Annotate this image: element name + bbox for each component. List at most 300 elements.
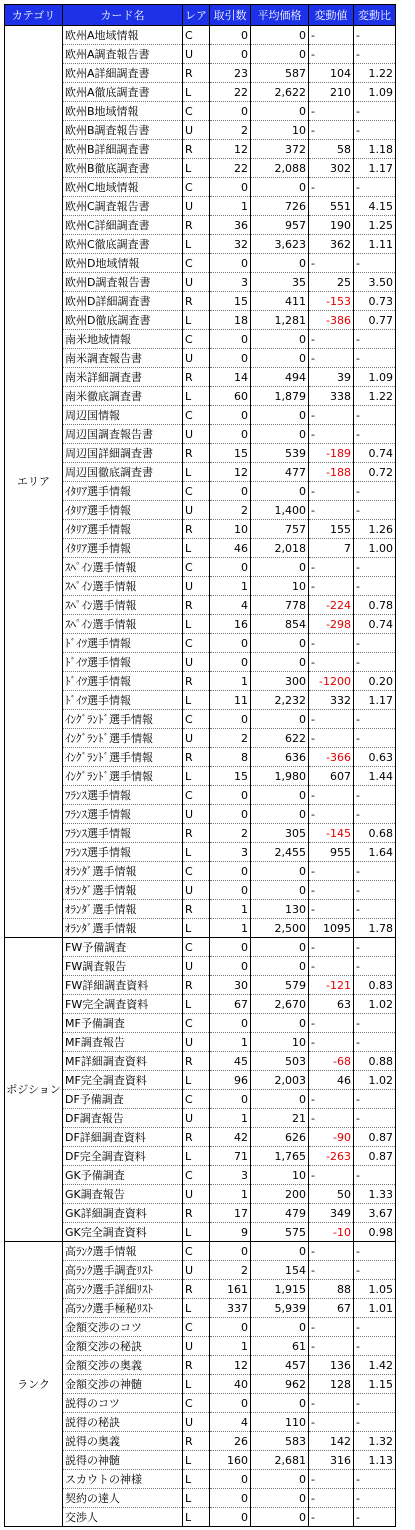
- change-value-cell[interactable]: -: [309, 862, 354, 881]
- change-value-cell[interactable]: -298: [309, 615, 354, 634]
- card-name-cell[interactable]: FW完全調査資料: [63, 995, 183, 1014]
- change-value-cell[interactable]: 551: [309, 197, 354, 216]
- average-price-cell[interactable]: 2,088: [251, 159, 309, 178]
- change-ratio-cell[interactable]: -: [354, 254, 396, 273]
- change-value-cell[interactable]: 46: [309, 1071, 354, 1090]
- trade-count-cell[interactable]: 4: [210, 1413, 251, 1432]
- card-name-cell[interactable]: ｵﾗﾝﾀﾞ選手情報: [63, 900, 183, 919]
- change-value-cell[interactable]: 362: [309, 235, 354, 254]
- rarity-cell[interactable]: L: [183, 1147, 210, 1166]
- rarity-cell[interactable]: C: [183, 558, 210, 577]
- trade-count-cell[interactable]: 12: [210, 463, 251, 482]
- change-value-cell[interactable]: -: [309, 254, 354, 273]
- rarity-cell[interactable]: U: [183, 1413, 210, 1432]
- change-value-cell[interactable]: -: [309, 805, 354, 824]
- trade-count-cell[interactable]: 0: [210, 938, 251, 957]
- change-value-cell[interactable]: -: [309, 1261, 354, 1280]
- average-price-cell[interactable]: 0: [251, 1242, 309, 1261]
- change-ratio-cell[interactable]: -: [354, 1242, 396, 1261]
- trade-count-cell[interactable]: 4: [210, 596, 251, 615]
- average-price-cell[interactable]: 0: [251, 1394, 309, 1413]
- change-value-cell[interactable]: 316: [309, 1451, 354, 1470]
- card-name-cell[interactable]: 南米詳細調査書: [63, 368, 183, 387]
- trade-count-cell[interactable]: 0: [210, 1090, 251, 1109]
- trade-count-cell[interactable]: 0: [210, 1394, 251, 1413]
- change-value-cell[interactable]: 67: [309, 1299, 354, 1318]
- card-name-cell[interactable]: 欧州D詳細調査書: [63, 292, 183, 311]
- card-name-cell[interactable]: ｵﾗﾝﾀﾞ選手情報: [63, 881, 183, 900]
- rarity-cell[interactable]: L: [183, 615, 210, 634]
- rarity-cell[interactable]: C: [183, 710, 210, 729]
- change-value-cell[interactable]: -153: [309, 292, 354, 311]
- change-ratio-cell[interactable]: -: [354, 862, 396, 881]
- rarity-cell[interactable]: L: [183, 1508, 210, 1527]
- trade-count-cell[interactable]: 160: [210, 1451, 251, 1470]
- trade-count-cell[interactable]: 1: [210, 197, 251, 216]
- card-name-cell[interactable]: ｲﾝｸﾞﾗﾝﾄﾞ選手情報: [63, 710, 183, 729]
- change-ratio-cell[interactable]: 1.33: [354, 1185, 396, 1204]
- card-name-cell[interactable]: ﾌﾗﾝｽ選手情報: [63, 786, 183, 805]
- card-name-cell[interactable]: 周辺国詳細調査書: [63, 444, 183, 463]
- average-price-cell[interactable]: 477: [251, 463, 309, 482]
- card-name-cell[interactable]: ｲﾀﾘｱ選手情報: [63, 482, 183, 501]
- average-price-cell[interactable]: 0: [251, 634, 309, 653]
- card-name-cell[interactable]: ｲﾀﾘｱ選手情報: [63, 539, 183, 558]
- card-name-cell[interactable]: 欧州D地域情報: [63, 254, 183, 273]
- rarity-cell[interactable]: R: [183, 900, 210, 919]
- card-name-cell[interactable]: ｽﾍﾟｲﾝ選手情報: [63, 558, 183, 577]
- change-ratio-cell[interactable]: 1.02: [354, 1071, 396, 1090]
- trade-count-cell[interactable]: 0: [210, 957, 251, 976]
- change-value-cell[interactable]: -: [309, 1242, 354, 1261]
- trade-count-cell[interactable]: 0: [210, 881, 251, 900]
- trade-count-cell[interactable]: 0: [210, 558, 251, 577]
- average-price-cell[interactable]: 10: [251, 577, 309, 596]
- average-price-cell[interactable]: 21: [251, 1109, 309, 1128]
- card-name-cell[interactable]: 周辺国調査報告書: [63, 425, 183, 444]
- change-value-cell[interactable]: -: [309, 330, 354, 349]
- card-name-cell[interactable]: GK調査報告: [63, 1185, 183, 1204]
- change-ratio-cell[interactable]: -: [354, 1337, 396, 1356]
- change-value-cell[interactable]: -: [309, 1470, 354, 1489]
- rarity-cell[interactable]: C: [183, 1318, 210, 1337]
- trade-count-cell[interactable]: 0: [210, 1489, 251, 1508]
- average-price-cell[interactable]: 587: [251, 64, 309, 83]
- change-value-cell[interactable]: -: [309, 1166, 354, 1185]
- change-value-cell[interactable]: -: [309, 26, 354, 45]
- rarity-cell[interactable]: C: [183, 26, 210, 45]
- trade-count-cell[interactable]: 18: [210, 311, 251, 330]
- change-value-cell[interactable]: -: [309, 45, 354, 64]
- rarity-cell[interactable]: U: [183, 45, 210, 64]
- average-price-cell[interactable]: 1,980: [251, 767, 309, 786]
- trade-count-cell[interactable]: 1: [210, 919, 251, 938]
- change-ratio-cell[interactable]: 1.32: [354, 1432, 396, 1451]
- trade-count-cell[interactable]: 1: [210, 1109, 251, 1128]
- average-price-cell[interactable]: 2,455: [251, 843, 309, 862]
- trade-count-cell[interactable]: 0: [210, 1470, 251, 1489]
- rarity-cell[interactable]: R: [183, 1052, 210, 1071]
- change-ratio-cell[interactable]: -: [354, 1318, 396, 1337]
- card-name-cell[interactable]: DF調査報告: [63, 1109, 183, 1128]
- rarity-cell[interactable]: L: [183, 691, 210, 710]
- card-name-cell[interactable]: DF完全調査資料: [63, 1147, 183, 1166]
- change-value-cell[interactable]: -68: [309, 1052, 354, 1071]
- card-name-cell[interactable]: 説得の奥義: [63, 1432, 183, 1451]
- trade-count-cell[interactable]: 30: [210, 976, 251, 995]
- change-ratio-cell[interactable]: 1.22: [354, 64, 396, 83]
- average-price-cell[interactable]: 0: [251, 406, 309, 425]
- card-name-cell[interactable]: MF完全調査資料: [63, 1071, 183, 1090]
- change-ratio-cell[interactable]: -: [354, 1413, 396, 1432]
- card-name-cell[interactable]: ｽﾍﾟｲﾝ選手情報: [63, 615, 183, 634]
- rarity-cell[interactable]: R: [183, 672, 210, 691]
- change-value-cell[interactable]: -: [309, 1033, 354, 1052]
- average-price-cell[interactable]: 0: [251, 178, 309, 197]
- change-value-cell[interactable]: -: [309, 653, 354, 672]
- change-ratio-cell[interactable]: -: [354, 1261, 396, 1280]
- card-name-cell[interactable]: 欧州A調査報告書: [63, 45, 183, 64]
- change-ratio-cell[interactable]: -: [354, 938, 396, 957]
- change-value-cell[interactable]: 155: [309, 520, 354, 539]
- rarity-cell[interactable]: R: [183, 216, 210, 235]
- rarity-cell[interactable]: U: [183, 729, 210, 748]
- rarity-cell[interactable]: U: [183, 501, 210, 520]
- trade-count-cell[interactable]: 1: [210, 1185, 251, 1204]
- header-rarity[interactable]: レア: [183, 5, 210, 26]
- average-price-cell[interactable]: 0: [251, 1508, 309, 1527]
- change-ratio-cell[interactable]: 1.25: [354, 216, 396, 235]
- change-ratio-cell[interactable]: -: [354, 349, 396, 368]
- rarity-cell[interactable]: U: [183, 1261, 210, 1280]
- card-name-cell[interactable]: ｲﾝｸﾞﾗﾝﾄﾞ選手情報: [63, 729, 183, 748]
- change-value-cell[interactable]: -: [309, 1394, 354, 1413]
- trade-count-cell[interactable]: 15: [210, 444, 251, 463]
- change-ratio-cell[interactable]: 1.05: [354, 1280, 396, 1299]
- card-name-cell[interactable]: ﾄﾞｲﾂ選手情報: [63, 634, 183, 653]
- change-ratio-cell[interactable]: -: [354, 786, 396, 805]
- rarity-cell[interactable]: R: [183, 1128, 210, 1147]
- card-name-cell[interactable]: 欧州D徹底調査書: [63, 311, 183, 330]
- rarity-cell[interactable]: L: [183, 83, 210, 102]
- change-ratio-cell[interactable]: 0.74: [354, 615, 396, 634]
- average-price-cell[interactable]: 0: [251, 45, 309, 64]
- rarity-cell[interactable]: C: [183, 102, 210, 121]
- card-name-cell[interactable]: 高ﾗﾝｸ選手詳細ﾘｽﾄ: [63, 1280, 183, 1299]
- change-ratio-cell[interactable]: 1.44: [354, 767, 396, 786]
- trade-count-cell[interactable]: 16: [210, 615, 251, 634]
- change-ratio-cell[interactable]: 4.15: [354, 197, 396, 216]
- card-name-cell[interactable]: ｲﾝｸﾞﾗﾝﾄﾞ選手情報: [63, 767, 183, 786]
- change-ratio-cell[interactable]: -: [354, 330, 396, 349]
- rarity-cell[interactable]: R: [183, 520, 210, 539]
- average-price-cell[interactable]: 0: [251, 710, 309, 729]
- card-name-cell[interactable]: GK完全調査資料: [63, 1223, 183, 1242]
- average-price-cell[interactable]: 626: [251, 1128, 309, 1147]
- average-price-cell[interactable]: 0: [251, 26, 309, 45]
- rarity-cell[interactable]: R: [183, 368, 210, 387]
- average-price-cell[interactable]: 778: [251, 596, 309, 615]
- rarity-cell[interactable]: C: [183, 482, 210, 501]
- average-price-cell[interactable]: 305: [251, 824, 309, 843]
- card-name-cell[interactable]: MF調査報告: [63, 1033, 183, 1052]
- card-name-cell[interactable]: 欧州B徹底調査書: [63, 159, 183, 178]
- rarity-cell[interactable]: L: [183, 1299, 210, 1318]
- average-price-cell[interactable]: 411: [251, 292, 309, 311]
- rarity-cell[interactable]: C: [183, 1166, 210, 1185]
- rarity-cell[interactable]: L: [183, 843, 210, 862]
- average-price-cell[interactable]: 35: [251, 273, 309, 292]
- trade-count-cell[interactable]: 0: [210, 482, 251, 501]
- category-cell[interactable]: ランク: [5, 1242, 63, 1527]
- card-name-cell[interactable]: ｵﾗﾝﾀﾞ選手情報: [63, 862, 183, 881]
- change-ratio-cell[interactable]: -: [354, 1090, 396, 1109]
- change-value-cell[interactable]: 338: [309, 387, 354, 406]
- card-name-cell[interactable]: ﾌﾗﾝｽ選手情報: [63, 824, 183, 843]
- trade-count-cell[interactable]: 0: [210, 1242, 251, 1261]
- change-ratio-cell[interactable]: 1.11: [354, 235, 396, 254]
- change-ratio-cell[interactable]: -: [354, 881, 396, 900]
- average-price-cell[interactable]: 2,018: [251, 539, 309, 558]
- change-value-cell[interactable]: -: [309, 1413, 354, 1432]
- card-name-cell[interactable]: 欧州C詳細調査書: [63, 216, 183, 235]
- header-change-ratio[interactable]: 変動比: [354, 5, 396, 26]
- change-value-cell[interactable]: -: [309, 634, 354, 653]
- average-price-cell[interactable]: 1,281: [251, 311, 309, 330]
- header-change-value[interactable]: 変動値: [309, 5, 354, 26]
- trade-count-cell[interactable]: 2: [210, 824, 251, 843]
- rarity-cell[interactable]: R: [183, 64, 210, 83]
- trade-count-cell[interactable]: 3: [210, 843, 251, 862]
- trade-count-cell[interactable]: 46: [210, 539, 251, 558]
- rarity-cell[interactable]: C: [183, 254, 210, 273]
- change-ratio-cell[interactable]: -: [354, 1489, 396, 1508]
- rarity-cell[interactable]: L: [183, 463, 210, 482]
- rarity-cell[interactable]: L: [183, 919, 210, 938]
- change-ratio-cell[interactable]: 1.13: [354, 1451, 396, 1470]
- card-name-cell[interactable]: 南米調査報告書: [63, 349, 183, 368]
- trade-count-cell[interactable]: 23: [210, 64, 251, 83]
- change-ratio-cell[interactable]: 0.88: [354, 1052, 396, 1071]
- trade-count-cell[interactable]: 2: [210, 1261, 251, 1280]
- trade-count-cell[interactable]: 10: [210, 520, 251, 539]
- average-price-cell[interactable]: 0: [251, 558, 309, 577]
- average-price-cell[interactable]: 0: [251, 1090, 309, 1109]
- average-price-cell[interactable]: 757: [251, 520, 309, 539]
- change-ratio-cell[interactable]: 0.74: [354, 444, 396, 463]
- card-name-cell[interactable]: 欧州B地域情報: [63, 102, 183, 121]
- average-price-cell[interactable]: 0: [251, 1318, 309, 1337]
- rarity-cell[interactable]: U: [183, 1109, 210, 1128]
- trade-count-cell[interactable]: 0: [210, 634, 251, 653]
- average-price-cell[interactable]: 457: [251, 1356, 309, 1375]
- header-card-name[interactable]: カード名: [63, 5, 183, 26]
- change-value-cell[interactable]: 128: [309, 1375, 354, 1394]
- average-price-cell[interactable]: 2,622: [251, 83, 309, 102]
- trade-count-cell[interactable]: 15: [210, 292, 251, 311]
- trade-count-cell[interactable]: 3: [210, 1166, 251, 1185]
- trade-count-cell[interactable]: 11: [210, 691, 251, 710]
- average-price-cell[interactable]: 10: [251, 1166, 309, 1185]
- card-name-cell[interactable]: ｲﾀﾘｱ選手情報: [63, 501, 183, 520]
- rarity-cell[interactable]: C: [183, 178, 210, 197]
- average-price-cell[interactable]: 2,670: [251, 995, 309, 1014]
- trade-count-cell[interactable]: 22: [210, 83, 251, 102]
- rarity-cell[interactable]: U: [183, 881, 210, 900]
- trade-count-cell[interactable]: 42: [210, 1128, 251, 1147]
- rarity-cell[interactable]: L: [183, 235, 210, 254]
- average-price-cell[interactable]: 854: [251, 615, 309, 634]
- change-value-cell[interactable]: -10: [309, 1223, 354, 1242]
- change-value-cell[interactable]: 332: [309, 691, 354, 710]
- trade-count-cell[interactable]: 22: [210, 159, 251, 178]
- change-ratio-cell[interactable]: 1.22: [354, 387, 396, 406]
- rarity-cell[interactable]: R: [183, 976, 210, 995]
- change-value-cell[interactable]: 1095: [309, 919, 354, 938]
- change-ratio-cell[interactable]: -: [354, 121, 396, 140]
- trade-count-cell[interactable]: 0: [210, 26, 251, 45]
- change-ratio-cell[interactable]: 0.73: [354, 292, 396, 311]
- trade-count-cell[interactable]: 2: [210, 729, 251, 748]
- average-price-cell[interactable]: 1,765: [251, 1147, 309, 1166]
- change-ratio-cell[interactable]: -: [354, 900, 396, 919]
- average-price-cell[interactable]: 962: [251, 1375, 309, 1394]
- change-ratio-cell[interactable]: 0.78: [354, 596, 396, 615]
- rarity-cell[interactable]: C: [183, 862, 210, 881]
- change-value-cell[interactable]: -: [309, 121, 354, 140]
- average-price-cell[interactable]: 1,879: [251, 387, 309, 406]
- trade-count-cell[interactable]: 32: [210, 235, 251, 254]
- change-ratio-cell[interactable]: -: [354, 957, 396, 976]
- average-price-cell[interactable]: 2,681: [251, 1451, 309, 1470]
- rarity-cell[interactable]: R: [183, 140, 210, 159]
- trade-count-cell[interactable]: 337: [210, 1299, 251, 1318]
- change-ratio-cell[interactable]: -: [354, 425, 396, 444]
- trade-count-cell[interactable]: 0: [210, 862, 251, 881]
- average-price-cell[interactable]: 3,623: [251, 235, 309, 254]
- change-value-cell[interactable]: -: [309, 577, 354, 596]
- average-price-cell[interactable]: 583: [251, 1432, 309, 1451]
- average-price-cell[interactable]: 479: [251, 1204, 309, 1223]
- average-price-cell[interactable]: 503: [251, 1052, 309, 1071]
- card-name-cell[interactable]: ﾄﾞｲﾂ選手情報: [63, 672, 183, 691]
- rarity-cell[interactable]: R: [183, 824, 210, 843]
- trade-count-cell[interactable]: 14: [210, 368, 251, 387]
- change-ratio-cell[interactable]: -: [354, 406, 396, 425]
- trade-count-cell[interactable]: 0: [210, 330, 251, 349]
- trade-count-cell[interactable]: 0: [210, 102, 251, 121]
- average-price-cell[interactable]: 2,003: [251, 1071, 309, 1090]
- change-ratio-cell[interactable]: 0.87: [354, 1147, 396, 1166]
- trade-count-cell[interactable]: 26: [210, 1432, 251, 1451]
- change-ratio-cell[interactable]: 0.63: [354, 748, 396, 767]
- change-value-cell[interactable]: 302: [309, 159, 354, 178]
- rarity-cell[interactable]: R: [183, 748, 210, 767]
- rarity-cell[interactable]: R: [183, 1204, 210, 1223]
- trade-count-cell[interactable]: 0: [210, 45, 251, 64]
- card-name-cell[interactable]: 南米徹底調査書: [63, 387, 183, 406]
- card-name-cell[interactable]: MF詳細調査資料: [63, 1052, 183, 1071]
- rarity-cell[interactable]: U: [183, 653, 210, 672]
- change-value-cell[interactable]: -224: [309, 596, 354, 615]
- rarity-cell[interactable]: U: [183, 577, 210, 596]
- change-value-cell[interactable]: -: [309, 957, 354, 976]
- change-value-cell[interactable]: -: [309, 900, 354, 919]
- rarity-cell[interactable]: C: [183, 1394, 210, 1413]
- change-value-cell[interactable]: -: [309, 349, 354, 368]
- card-name-cell[interactable]: 説得のコツ: [63, 1394, 183, 1413]
- trade-count-cell[interactable]: 67: [210, 995, 251, 1014]
- rarity-cell[interactable]: C: [183, 786, 210, 805]
- card-name-cell[interactable]: 欧州B詳細調査書: [63, 140, 183, 159]
- average-price-cell[interactable]: 200: [251, 1185, 309, 1204]
- change-ratio-cell[interactable]: 1.78: [354, 919, 396, 938]
- change-value-cell[interactable]: 349: [309, 1204, 354, 1223]
- trade-count-cell[interactable]: 71: [210, 1147, 251, 1166]
- change-ratio-cell[interactable]: -: [354, 102, 396, 121]
- card-name-cell[interactable]: 契約の達人: [63, 1489, 183, 1508]
- card-name-cell[interactable]: 欧州A地域情報: [63, 26, 183, 45]
- card-name-cell[interactable]: FW調査報告: [63, 957, 183, 976]
- change-value-cell[interactable]: 210: [309, 83, 354, 102]
- change-ratio-cell[interactable]: 3.50: [354, 273, 396, 292]
- card-name-cell[interactable]: 金額交渉のコツ: [63, 1318, 183, 1337]
- change-value-cell[interactable]: 7: [309, 539, 354, 558]
- average-price-cell[interactable]: 0: [251, 254, 309, 273]
- average-price-cell[interactable]: 1,400: [251, 501, 309, 520]
- change-value-cell[interactable]: -: [309, 482, 354, 501]
- card-name-cell[interactable]: ｽﾍﾟｲﾝ選手情報: [63, 577, 183, 596]
- change-value-cell[interactable]: -121: [309, 976, 354, 995]
- trade-count-cell[interactable]: 15: [210, 767, 251, 786]
- change-ratio-cell[interactable]: 0.77: [354, 311, 396, 330]
- card-name-cell[interactable]: 周辺国情報: [63, 406, 183, 425]
- change-value-cell[interactable]: 58: [309, 140, 354, 159]
- rarity-cell[interactable]: U: [183, 1337, 210, 1356]
- trade-count-cell[interactable]: 0: [210, 178, 251, 197]
- change-value-cell[interactable]: -: [309, 938, 354, 957]
- rarity-cell[interactable]: U: [183, 1185, 210, 1204]
- trade-count-cell[interactable]: 17: [210, 1204, 251, 1223]
- card-name-cell[interactable]: ｲﾝｸﾞﾗﾝﾄﾞ選手情報: [63, 748, 183, 767]
- average-price-cell[interactable]: 0: [251, 805, 309, 824]
- rarity-cell[interactable]: U: [183, 121, 210, 140]
- card-name-cell[interactable]: 欧州D調査報告書: [63, 273, 183, 292]
- trade-count-cell[interactable]: 12: [210, 1356, 251, 1375]
- rarity-cell[interactable]: L: [183, 1451, 210, 1470]
- change-value-cell[interactable]: -: [309, 1489, 354, 1508]
- rarity-cell[interactable]: C: [183, 406, 210, 425]
- rarity-cell[interactable]: L: [183, 1470, 210, 1489]
- card-name-cell[interactable]: ﾄﾞｲﾂ選手情報: [63, 691, 183, 710]
- rarity-cell[interactable]: L: [183, 1071, 210, 1090]
- change-ratio-cell[interactable]: -: [354, 45, 396, 64]
- change-value-cell[interactable]: 104: [309, 64, 354, 83]
- change-ratio-cell[interactable]: -: [354, 710, 396, 729]
- change-ratio-cell[interactable]: 0.87: [354, 1128, 396, 1147]
- change-ratio-cell[interactable]: 0.98: [354, 1223, 396, 1242]
- change-ratio-cell[interactable]: -: [354, 729, 396, 748]
- average-price-cell[interactable]: 0: [251, 425, 309, 444]
- change-value-cell[interactable]: -: [309, 1337, 354, 1356]
- average-price-cell[interactable]: 957: [251, 216, 309, 235]
- change-ratio-cell[interactable]: 1.17: [354, 159, 396, 178]
- change-value-cell[interactable]: 607: [309, 767, 354, 786]
- change-ratio-cell[interactable]: 1.18: [354, 140, 396, 159]
- card-name-cell[interactable]: 南米地域情報: [63, 330, 183, 349]
- average-price-cell[interactable]: 726: [251, 197, 309, 216]
- average-price-cell[interactable]: 110: [251, 1413, 309, 1432]
